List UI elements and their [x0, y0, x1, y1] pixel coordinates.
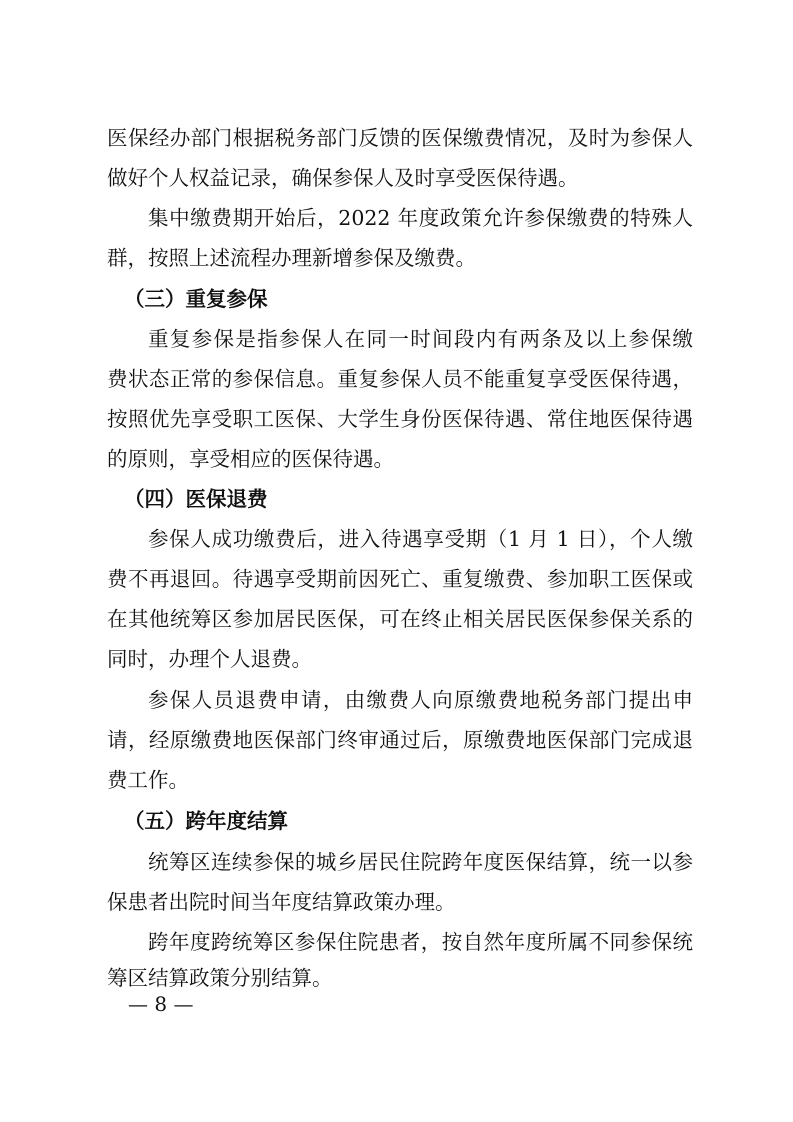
- paragraph-line: 同时，办理个人退费。: [107, 647, 312, 671]
- section-heading: （五）跨年度结算: [124, 809, 288, 833]
- paragraph-line: 统筹区连续参保的城乡居民住院跨年度医保结算，统一以参: [148, 850, 693, 874]
- paragraph-line: 集中缴费期开始后，2022 年度政策允许参保缴费的特殊人: [148, 206, 693, 230]
- paragraph-line: 请，经原缴费地医保部门终审通过后，原缴费地医保部门完成退: [107, 728, 693, 752]
- paragraph-line: 参保人成功缴费后，进入待遇享受期（1 月 1 日），个人缴: [148, 527, 693, 551]
- paragraph-line: 参保人员退费申请，由缴费人向原缴费地税务部门提出申: [148, 688, 693, 712]
- paragraph-line: 按照优先享受职工医保、大学生身份医保待遇、常住地医保待遇: [107, 407, 693, 431]
- section-heading: （三）重复参保: [124, 287, 268, 311]
- paragraph-line: 费不再退回。待遇享受期前因死亡、重复缴费、参加职工医保或: [107, 567, 693, 591]
- paragraph-line: 重复参保是指参保人在同一时间段内有两条及以上参保缴: [148, 327, 693, 351]
- paragraph-line: 筹区结算政策分别结算。: [107, 966, 333, 990]
- paragraph-line: 保患者出院时间当年度结算政策办理。: [107, 890, 456, 914]
- paragraph-line: 跨年度跨统筹区参保住院患者，按自然年度所属不同参保统: [148, 930, 693, 954]
- paragraph-line: 在其他统筹区参加居民医保，可在终止相关居民医保参保关系的: [107, 607, 693, 631]
- section-heading: （四）医保退费: [124, 487, 268, 511]
- paragraph-line: 费工作。: [107, 768, 189, 792]
- page-number: — 8 —: [128, 992, 194, 1016]
- paragraph-line: 的原则，享受相应的医保待遇。: [107, 447, 394, 471]
- paragraph-line: 做好个人权益记录，确保参保人及时享受医保待遇。: [107, 166, 579, 190]
- paragraph-line: 医保经办部门根据税务部门反馈的医保缴费情况，及时为参保人: [107, 126, 693, 150]
- paragraph-line: 费状态正常的参保信息。重复参保人员不能重复享受医保待遇，: [107, 367, 693, 391]
- paragraph-line: 群，按照上述流程办理新增参保及缴费。: [107, 246, 476, 270]
